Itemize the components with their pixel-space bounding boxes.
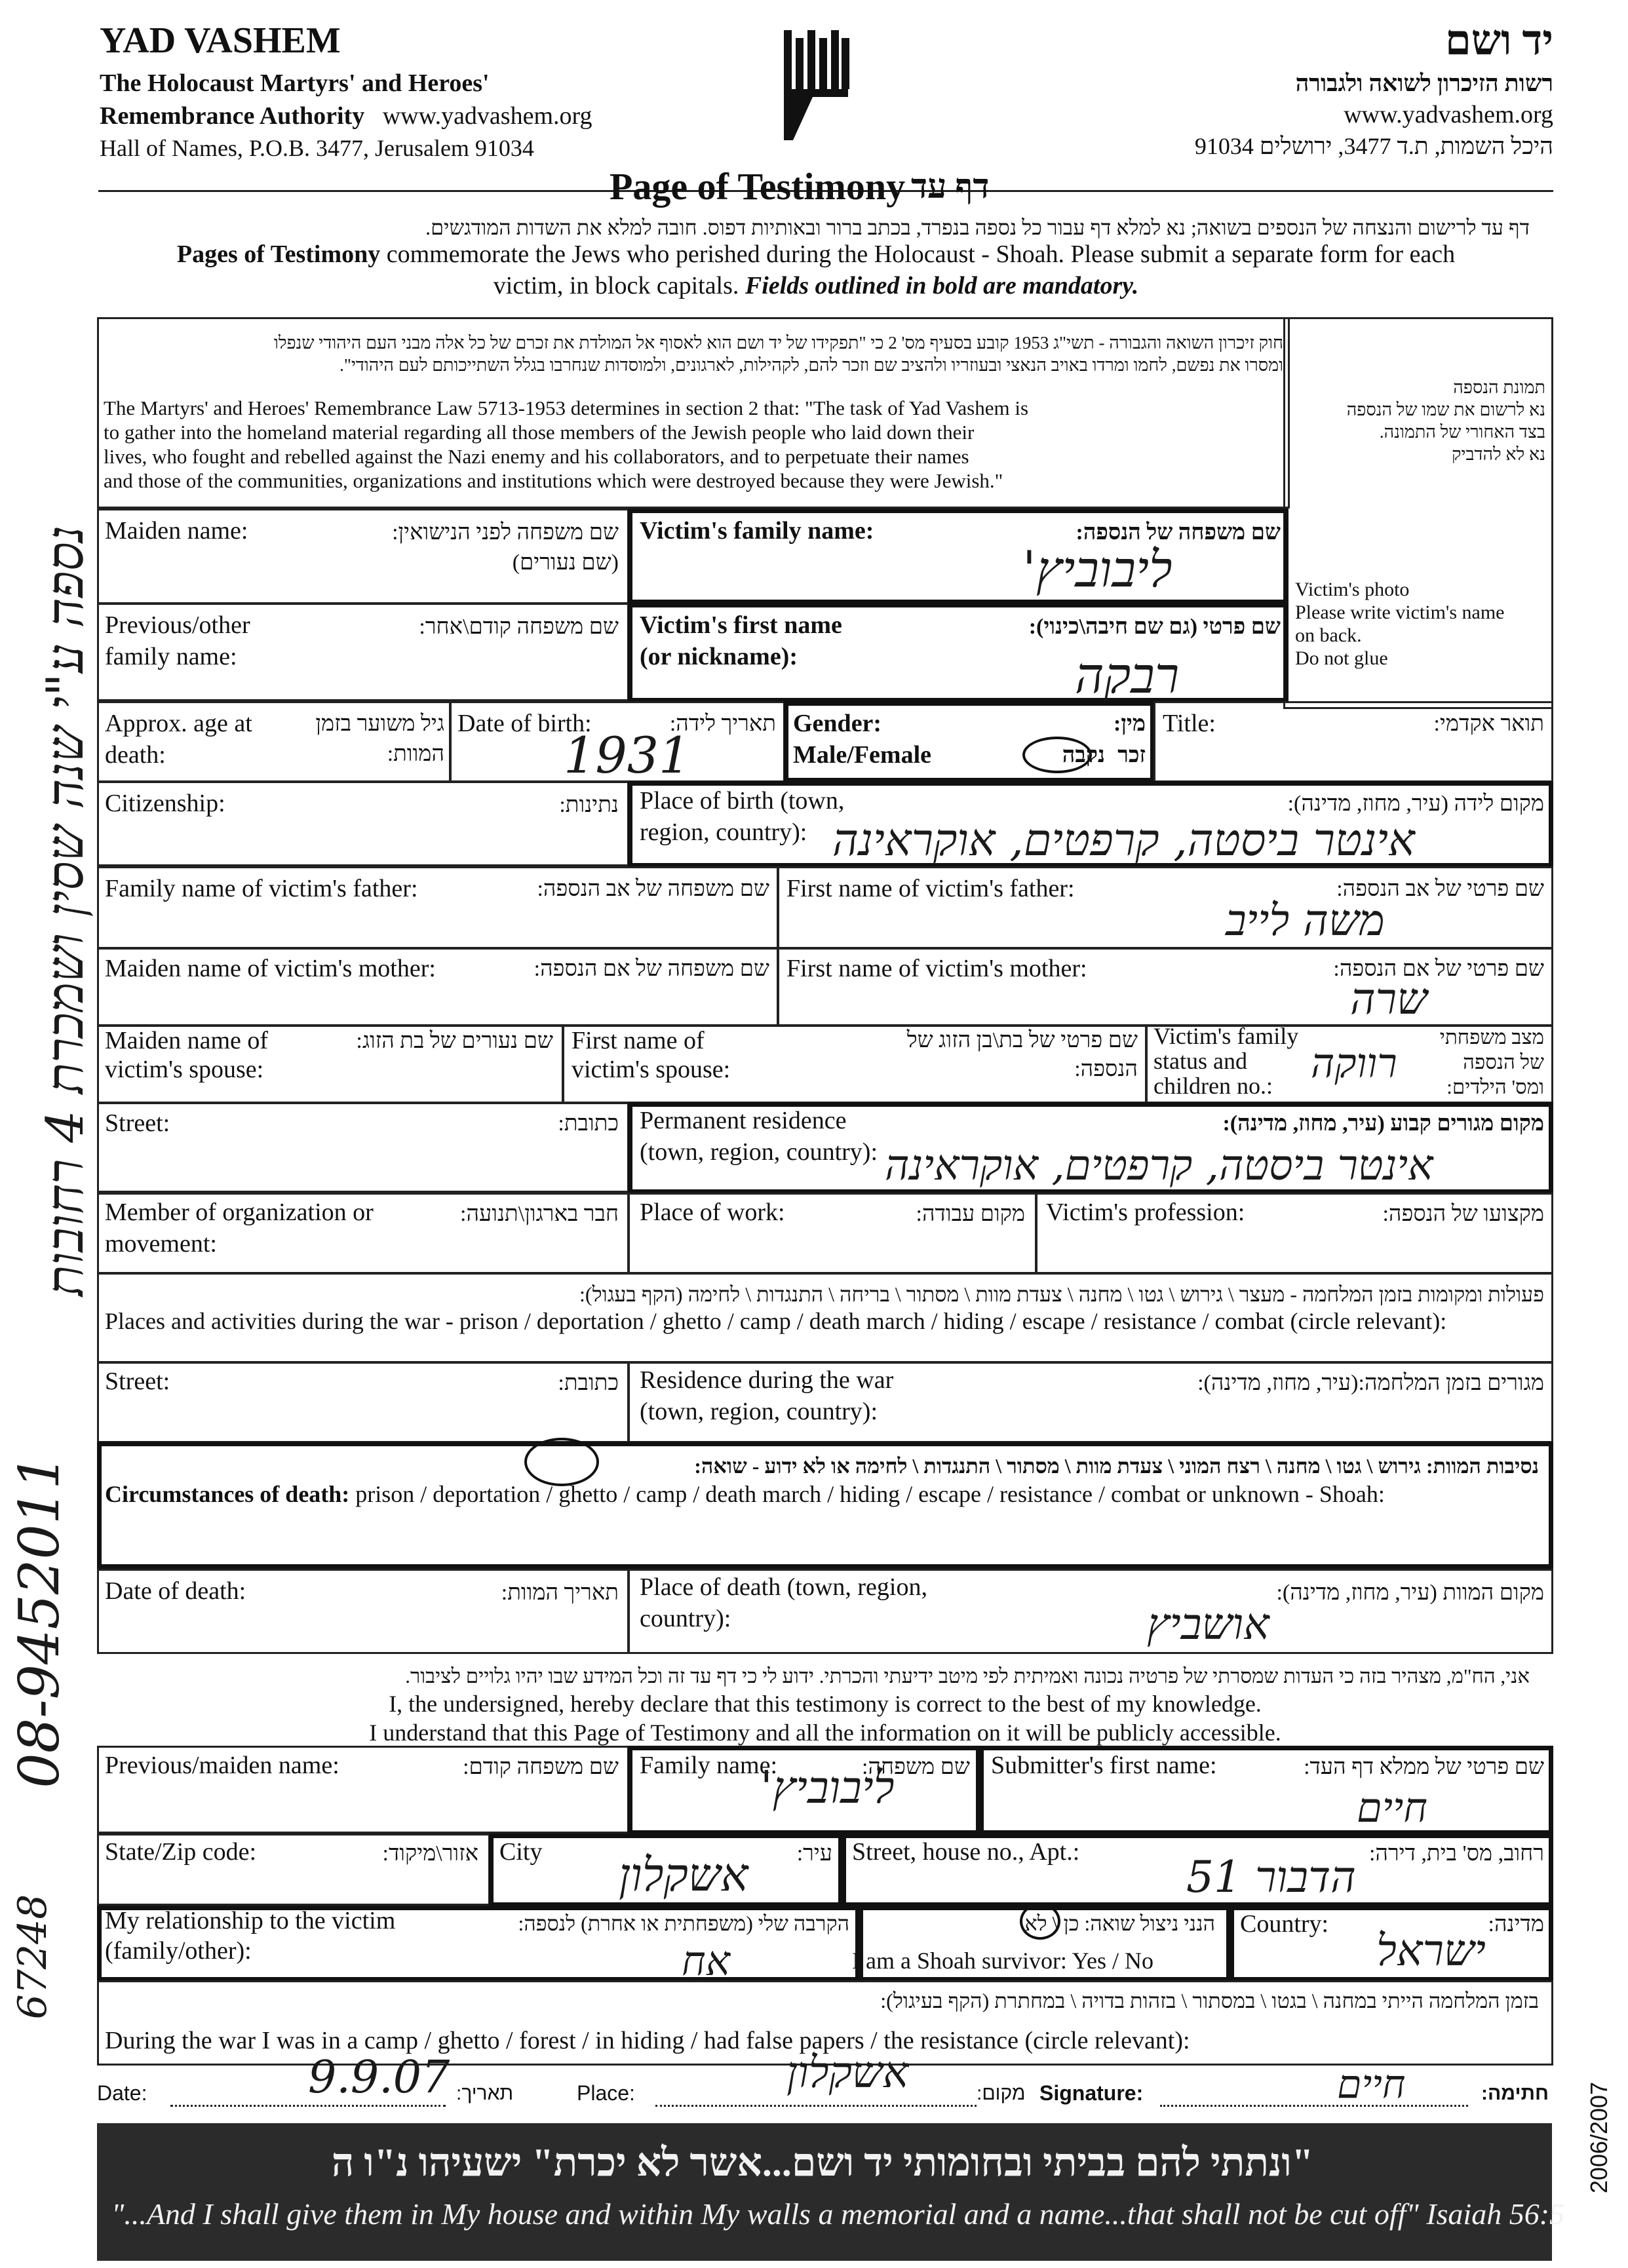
- submitter-prev-name-label-he: שם משפחה קודם:: [463, 1755, 619, 1779]
- law-en-1: The Martyrs' and Heroes' Remembrance Law 5713-1953 determines in section 2 that: "The task of Yad Vashem is: [104, 396, 1029, 419]
- street-label-he: כתובת:: [558, 1111, 619, 1136]
- place-label-he: מקום:: [977, 2083, 1026, 2104]
- shoah-circle-mark: [524, 1438, 599, 1486]
- country-label-he: מדינה:: [1488, 1912, 1544, 1936]
- city-label: City: [499, 1838, 543, 1866]
- relationship-en: My relationship to the victim: [105, 1907, 396, 1934]
- spouse-first-label-he: [907, 1026, 1138, 1084]
- spouse-first-he-2: הנספה:: [1074, 1057, 1138, 1081]
- instructions-en-bold: Pages of Testimony: [176, 240, 381, 268]
- state-zip-label-he: אזור\מיקוד:: [382, 1841, 478, 1866]
- instructions-en-1: commemorate the Jews who perished during the Holocaust - Shoah. Please submit a separate form for each: [380, 240, 1456, 268]
- war-street-label: Street:: [105, 1368, 170, 1395]
- org-name: YAD VASHEM: [100, 20, 341, 61]
- first-name-label-he: שם פרטי (גם שם חיבה\כינוי):: [1028, 615, 1281, 639]
- signature-value: חיים: [1337, 2062, 1406, 2107]
- family-name-value: ליבוביץ': [1022, 540, 1173, 598]
- law-en-3: lives, who fought and rebelled against the Nazi enemy and his collaborators, and to perpetuate their names: [104, 445, 969, 468]
- mother-first-label-he: שם פרטי של אם הנספה:: [1333, 957, 1544, 981]
- photo-en-1: Victim's photo: [1295, 579, 1410, 600]
- mother-first-label: First name of victim's mother:: [786, 955, 1087, 982]
- family-name-label-he: שם משפחה של הנספה:: [1076, 520, 1281, 545]
- submitter-first-label: Submitter's first name:: [991, 1752, 1217, 1779]
- org-subtitle-2-line: [100, 101, 592, 131]
- gender-label-he: מין:: [1113, 712, 1146, 736]
- family-status-en: Victim's family: [1153, 1023, 1299, 1049]
- org-address-he: היכל השמות, ת.ד 3477, ירושלים 91034: [1194, 133, 1553, 159]
- family-status-value: רווקה: [1311, 1039, 1397, 1087]
- relationship-label-he: הקרבה שלי (משפחתית או אחרת) לנספה:: [518, 1912, 849, 1935]
- page-title: Page of Testimony: [610, 165, 906, 208]
- city-label-he: עיר:: [796, 1841, 832, 1866]
- spouse-first-label: [572, 1026, 730, 1084]
- photo-en-4: Do not glue: [1295, 647, 1388, 669]
- place-of-work-label: Place of work:: [640, 1199, 785, 1226]
- place-line: [655, 2105, 977, 2107]
- previous-name-label-he: שם משפחה קודם\אחר:: [419, 615, 619, 639]
- margin-note-phone: 08-9452011: [7, 1454, 71, 1788]
- age-he: גיל משוער בזמן: [315, 712, 444, 736]
- submitter-first-label-he: שם פרטי של ממלא דף העד:: [1304, 1755, 1544, 1779]
- father-first-value: משה לייב: [1226, 895, 1385, 946]
- pob-en-2: region, country):: [640, 818, 807, 846]
- father-family-label-he: שם משפחה של אב הנספה:: [537, 877, 769, 901]
- org-address: Hall of Names, P.O.B. 3477, Jerusalem 91034: [100, 135, 534, 161]
- war-place-label: During the war I was in a camp / ghetto / forest / in hiding / had false papers / the resistance (circle relevant):: [105, 2027, 1190, 2054]
- father-family-label: Family name of victim's father:: [105, 875, 418, 902]
- spouse-first-en: First name of: [572, 1027, 705, 1054]
- relationship-en-2: (family/other):: [105, 1937, 252, 1965]
- circumstances-en-bold: Circumstances of death:: [105, 1481, 350, 1507]
- date-of-death-label: Date of death:: [105, 1577, 246, 1605]
- place-of-death-value: אושביץ: [1147, 1599, 1269, 1649]
- family-status-he: מצב משפחתי: [1439, 1026, 1544, 1048]
- signature-label: Signature:: [1039, 2081, 1144, 2105]
- law-en: [104, 396, 1283, 493]
- org-website: www.yadvashem.org: [382, 102, 592, 130]
- submitter-first-value: חיים: [1357, 1784, 1427, 1832]
- dob-label: Date of birth:: [457, 710, 592, 737]
- margin-note-number: 67248: [10, 1894, 56, 2020]
- org-subtitle-1: The Holocaust Martyrs' and Heroes': [100, 69, 490, 97]
- maiden-name-label-he: [392, 518, 619, 578]
- org-name-he: יד ושם: [1444, 17, 1553, 64]
- war-street-label-he: כתובת:: [558, 1371, 619, 1395]
- survivor-label: I am a Shoah survivor: Yes / No: [852, 1948, 1153, 1974]
- org-subtitle-he: רשות הזיכרון לשואה ולגבורה: [1295, 70, 1553, 96]
- street-address-label-he: רחוב, מס' בית, דירה:: [1368, 1841, 1544, 1866]
- org-website-right: www.yadvashem.org: [1344, 101, 1553, 128]
- date-label: Date:: [97, 2081, 147, 2105]
- survivor-yes-circle-mark: [1020, 1903, 1060, 1940]
- date-value: 9.9.07: [308, 2052, 450, 2104]
- gender-circle-mark: [1022, 737, 1092, 773]
- age-en: Approx. age at: [105, 710, 252, 737]
- law-en-4: and those of the communities, organizations and institutions which were destroyed because they were Jewish.": [104, 469, 1003, 492]
- submitter-prev-name-label: Previous/maiden name:: [105, 1752, 339, 1779]
- page-title-he: דף עד: [911, 168, 990, 206]
- first-name-en-2: (or nickname):: [640, 643, 798, 670]
- war-residence-en: Residence during the war: [640, 1366, 894, 1394]
- instructions-en: [92, 239, 1540, 301]
- circumstances-label-he: נסיבות המוות: גירוש \ גטו \ מחנה \ רצח המוני \ צעדת מוות \ מסתור \ התנגדות \ לחימה או לא ידוע - שואה:: [694, 1454, 1539, 1478]
- place-of-death-label-he: מקום המוות (עיר, מחוז, מדינה):: [1276, 1581, 1544, 1605]
- spouse-maiden-en: Maiden name of: [105, 1027, 269, 1054]
- law-he-1: חוק זיכרון השואה והגבורה - תשי"ג 1953 קובע בסעיף מס' 2 כי "תפקידו של יד ושם הוא לאסוף אל המולדת את זכרם של כל אלה מבני העם היהודי שנפלו: [273, 333, 1283, 353]
- profession-label: Victim's profession:: [1046, 1199, 1245, 1226]
- gender-male-he[interactable]: זכר: [1117, 743, 1146, 767]
- circumstances-label: [105, 1478, 1385, 1510]
- place-of-work-label-he: מקום עבודה:: [916, 1202, 1025, 1226]
- survivor-label-he: הנני ניצול שואה: כן \ לא: [1024, 1912, 1215, 1935]
- law-en-2: to gather into the homeland material regarding all those members of the Jewish people who laid down their: [104, 421, 975, 444]
- gender-en: Gender:: [793, 710, 882, 737]
- city-value: אשקלון: [619, 1848, 748, 1902]
- pob-en: Place of birth (town,: [640, 787, 845, 815]
- family-status-he-3: ומס' הילדים:: [1446, 1075, 1544, 1098]
- residence-en-2: (town, region, country):: [640, 1138, 878, 1166]
- photo-en-2: Please write victim's name: [1295, 602, 1505, 623]
- maiden-name-he-2: (שם נעורים): [512, 550, 619, 575]
- family-status-label-he: [1440, 1025, 1544, 1100]
- place-of-birth-label-he: מקום לידה (עיר, מחוז, מדינה):: [1287, 792, 1544, 816]
- title-label-he: תואר אקדמי:: [1433, 712, 1544, 736]
- title-label: Title:: [1163, 710, 1216, 737]
- street-address-label: Street, house no., Apt.:: [852, 1838, 1080, 1866]
- family-status-en-2: status and: [1153, 1048, 1247, 1074]
- activities-label: Places and activities during the war - prison / deportation / ghetto / camp / death march / hiding / escape / resistance / combat (circle relevant):: [105, 1308, 1447, 1334]
- organization-en: Member of organization or: [105, 1199, 374, 1226]
- submitter-family-value: ליבוביץ': [760, 1762, 895, 1814]
- family-status-en-3: children no.:: [1153, 1073, 1273, 1099]
- war-street-field[interactable]: [97, 1362, 629, 1443]
- quote-he: "ונתתי להם בביתי ובחומותי יד ושם...אשר לא יכרת" ישעיהו נ"ו ה: [331, 2141, 1314, 2184]
- gender-label: [793, 708, 931, 771]
- quote-en: "...And I shall give them in My house and within My walls a memorial and a name...that shall not be cut off" Isaiah 56:5: [111, 2197, 1565, 2231]
- place-label: Place:: [577, 2081, 635, 2105]
- war-residence-en-2: (town, region, country):: [640, 1398, 878, 1425]
- residence-label: [640, 1105, 878, 1168]
- age-he-2: המוות:: [387, 742, 444, 766]
- father-first-label: First name of victim's father:: [786, 875, 1075, 902]
- first-name-value: רבקה: [1075, 646, 1180, 704]
- submitter-family-label-he: שם משפחה:: [862, 1755, 970, 1779]
- submitter-family-label: Family name:: [640, 1752, 778, 1779]
- previous-name-en: Previous/other: [105, 611, 250, 639]
- place-of-birth-label: [640, 785, 844, 848]
- citizenship-label-he: נתינות:: [559, 793, 619, 817]
- margin-note-top: נספה ע"י שנה שסין ושמכרת 4 רחובות: [36, 525, 95, 1297]
- signature-line: [1160, 2105, 1468, 2107]
- declaration-he: אני, הח"מ, מצהיר בזה כי העדות שמסרתי של פרטיה נכונה ואמיתית לפי מיטב ידיעתי והכרתי. ידוע לי כי דף עד זה וכל המידע שבו יהיו גלויים לציבור.: [405, 1664, 1530, 1687]
- declaration-en-1: I, the undersigned, hereby declare that this testimony is correct to the best of my knowledge.: [389, 1691, 1262, 1717]
- street-label: Street:: [105, 1109, 170, 1137]
- signature-label-he: חתימה:: [1481, 2083, 1549, 2104]
- place-of-death-label: [640, 1571, 927, 1634]
- org-subtitle-2: Remembrance Authority: [100, 102, 365, 130]
- family-name-label: Victim's family name:: [640, 517, 874, 545]
- citizenship-label: Citizenship:: [105, 790, 225, 817]
- photo-he-4: נא לא להדביק: [1451, 444, 1545, 464]
- spouse-maiden-en-2: victim's spouse:: [105, 1056, 264, 1083]
- relationship-value: אח: [682, 1937, 730, 1985]
- organization-en-2: movement:: [105, 1230, 217, 1258]
- spouse-maiden-label-he: שם נעורים של בת הזוג:: [356, 1029, 553, 1053]
- war-place-label-he: בזמן המלחמה הייתי במחנה \ בגטו \ במסתור \ בזהות בדויה \ במחתרת (הקף בעיגול):: [880, 1989, 1539, 2012]
- first-name-label: [640, 609, 842, 672]
- spouse-first-en-2: victim's spouse:: [572, 1056, 731, 1083]
- age-label-he: [315, 709, 444, 769]
- residence-value: אינטר ביסטה, קרפטים, אוקראינה: [885, 1142, 1433, 1190]
- photo-he-1: תמונת הנספה: [1453, 377, 1545, 397]
- date-label-he: תאריך:: [456, 2083, 514, 2104]
- country-value: ישראל: [1376, 1925, 1486, 1976]
- country-label: Country:: [1240, 1910, 1329, 1938]
- instructions-he: דף עד לרישום והנצחה של הנספים בשואה; נא למלא דף עבור כל נספה בנפרד, בכתב ברור ובאותיות דפוס. חובה למלא את השדות המודגשים.: [425, 216, 1530, 239]
- form-year-code: 2006/2007: [1585, 2081, 1612, 2194]
- organization-label-he: חבר בארגון\תנועה:: [460, 1202, 619, 1226]
- street-address-value: הדבור 51: [1186, 1852, 1356, 1902]
- law-he-2: ומסרו את נפשם, לחמו ומרדו באויב הנאצי ובעוזריו ולהציב שם וזכר להם, לקהילות, לארגונים, ולמוסדות שנחרבו בגלל השתייכותם לעם היהודי".: [339, 355, 1283, 375]
- declaration-en-2: I understand that this Page of Testimony and all the information on it will be publicly accessible.: [369, 1720, 1281, 1746]
- maiden-name-he: שם משפחה לפני הנישואין:: [392, 520, 619, 545]
- spouse-maiden-label: [105, 1026, 268, 1084]
- instructions-en-2: victim, in block capitals.: [493, 272, 745, 299]
- photo-instructions-en: [1295, 578, 1504, 670]
- family-status-label: [1153, 1024, 1298, 1098]
- circumstances-en: prison / deportation / ghetto / camp / death march / hiding / escape / resistance / combat or unknown - Shoah:: [349, 1481, 1385, 1507]
- previous-name-label: [105, 609, 250, 672]
- place-of-birth-value: אינטר ביסטה, קרפטים, אוקראינה: [832, 815, 1415, 866]
- war-residence-label-he: מגורים בזמן המלחמה:(עיר, מחוז, מדינה):: [1197, 1371, 1544, 1395]
- residence-label-he: מקום מגורים קבוע (עיר, מחוז, מדינה):: [1222, 1111, 1544, 1136]
- photo-he-2: נא לרשום את שמו של הנספה: [1346, 400, 1545, 419]
- previous-name-en-2: family name:: [105, 643, 237, 670]
- age-en-2: death:: [105, 741, 166, 769]
- photo-he-3: בצד האחורי של התמונה.: [1379, 422, 1545, 442]
- age-label: [105, 708, 252, 771]
- pod-en: Place of death (town, region,: [640, 1573, 927, 1601]
- pod-en-2: country):: [640, 1605, 731, 1632]
- instructions-en-mandatory: Fields outlined in bold are mandatory.: [745, 272, 1139, 299]
- photo-instructions-he: [1347, 376, 1545, 465]
- war-residence-label: [640, 1364, 893, 1427]
- family-status-he-2: של הנספה: [1463, 1050, 1544, 1073]
- place-value: אשקלון: [786, 2047, 909, 2098]
- mother-maiden-label-he: שם משפחה של אם הנספה:: [533, 957, 769, 981]
- mother-first-value: שרה: [1350, 974, 1427, 1024]
- menorah-logo: [780, 24, 852, 142]
- photo-en-3: on back.: [1295, 625, 1362, 646]
- street-field[interactable]: [97, 1102, 629, 1193]
- father-first-label-he: שם פרטי של אב הנספה:: [1336, 877, 1544, 901]
- mother-maiden-label: Maiden name of victim's mother:: [105, 955, 436, 982]
- spouse-first-he: שם פרטי של בת\בן הזוג של: [906, 1028, 1138, 1052]
- maiden-name-label: Maiden name:: [105, 517, 248, 545]
- relationship-label: [105, 1906, 395, 1966]
- first-name-en: Victim's first name: [640, 611, 842, 639]
- profession-label-he: מקצועו של הנספה:: [1382, 1202, 1544, 1226]
- declaration-en: [97, 1689, 1553, 1747]
- organization-label: [105, 1197, 374, 1259]
- gender-female-he[interactable]: נקבה: [1062, 743, 1105, 767]
- dob-value: 1931: [564, 726, 691, 784]
- activities-label-he: פעולות ומקומות בזמן המלחמה - מעצר \ גירוש \ גטו \ מחנה \ צעדת מוות \ מסתור \ בריחה \ התנגדות \ לחימה (הקף בעגול):: [579, 1282, 1544, 1306]
- state-zip-label: State/Zip code:: [105, 1838, 257, 1866]
- date-of-death-label-he: תאריך המוות:: [501, 1581, 619, 1605]
- dob-label-he: תאריך לידה:: [669, 712, 776, 736]
- residence-en: Permanent residence: [640, 1107, 847, 1134]
- gender-en-2: Male/Female: [793, 741, 932, 769]
